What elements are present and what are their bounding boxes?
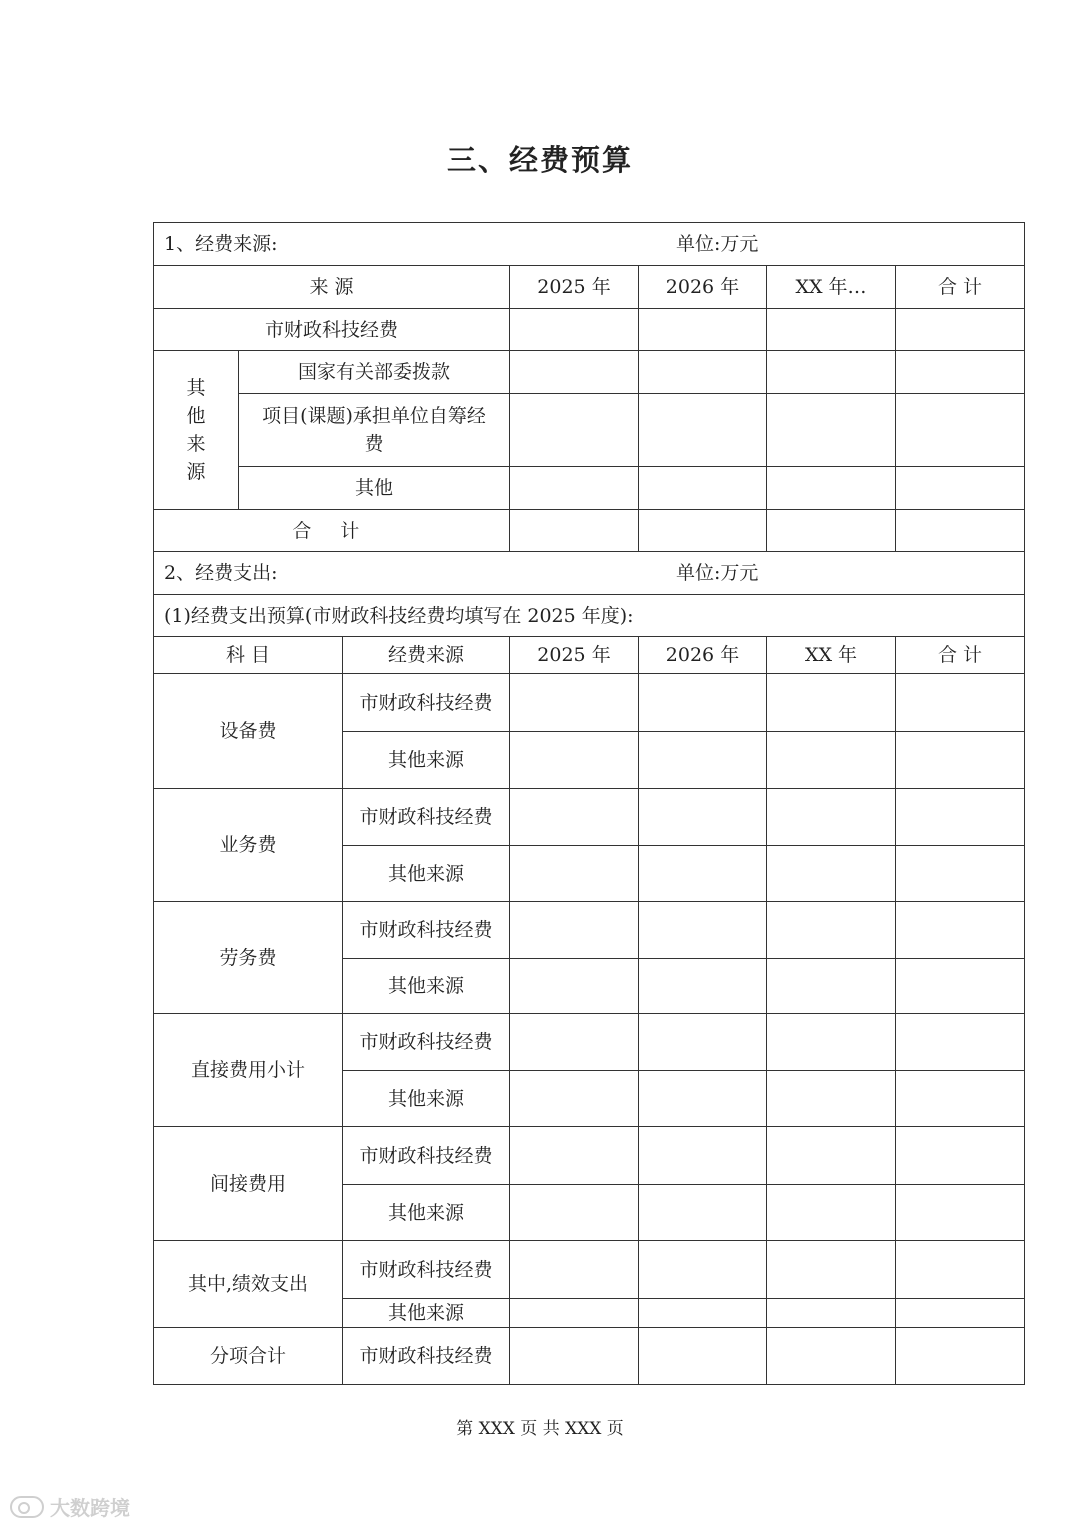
cell-empty[interactable] — [896, 510, 1025, 552]
cell-empty[interactable] — [510, 309, 639, 351]
cell-empty[interactable] — [767, 1299, 896, 1328]
cell-empty[interactable] — [896, 846, 1025, 902]
cell-empty[interactable] — [896, 351, 1025, 394]
cell-empty[interactable] — [510, 394, 639, 467]
cell-empty[interactable] — [639, 309, 767, 351]
cell-empty[interactable] — [767, 351, 896, 394]
page-footer: 第 XXX 页 共 XXX 页 — [456, 1419, 624, 1439]
cell-empty[interactable] — [896, 1127, 1025, 1185]
cell-empty[interactable] — [510, 789, 639, 846]
cell-empty[interactable] — [896, 309, 1025, 351]
watermark — [10, 1492, 130, 1521]
header-2025: 2025 年 — [510, 266, 639, 309]
section2-header — [154, 552, 1025, 595]
cell-empty[interactable] — [767, 902, 896, 959]
source-other: 其他来源 — [343, 732, 510, 789]
header-total: 合 计 — [896, 266, 1025, 309]
cell-empty[interactable] — [767, 394, 896, 467]
cell-empty[interactable] — [639, 510, 767, 552]
category-indirect: 间接费用 — [154, 1127, 343, 1241]
cell-empty[interactable] — [896, 1299, 1025, 1328]
other-source-group: 其他来源 — [154, 351, 239, 510]
cell-empty[interactable] — [510, 1299, 639, 1328]
cell-empty[interactable] — [639, 1185, 767, 1241]
cell-empty[interactable] — [510, 1328, 639, 1385]
header-total: 合 计 — [896, 637, 1025, 674]
cell-empty[interactable] — [510, 1241, 639, 1299]
cell-empty[interactable] — [639, 1014, 767, 1071]
cell-empty[interactable] — [896, 1014, 1025, 1071]
source-city: 市财政科技经费 — [343, 1014, 510, 1071]
source-city: 市财政科技经费 — [343, 902, 510, 959]
source-other: 其他来源 — [343, 1071, 510, 1127]
category-business: 业务费 — [154, 789, 343, 902]
category-performance: 其中,绩效支出 — [154, 1241, 343, 1328]
row-self-fund: 项目(课题)承担单位自筹经费 — [239, 394, 510, 467]
section2-subtitle: (1)经费支出预算(市财政科技经费均填写在 2025 年度): — [154, 595, 1025, 637]
header-xx: XX 年 — [767, 637, 896, 674]
budget-table — [153, 222, 1025, 1385]
cell-empty[interactable] — [767, 467, 896, 510]
cell-empty[interactable] — [639, 674, 767, 732]
section2-unit: 单位:万元 — [676, 562, 759, 584]
source-city: 市财政科技经费 — [343, 789, 510, 846]
cell-empty[interactable] — [639, 467, 767, 510]
cell-empty[interactable] — [896, 902, 1025, 959]
cell-empty[interactable] — [767, 1241, 896, 1299]
cell-empty[interactable] — [639, 959, 767, 1014]
source-other: 其他来源 — [343, 846, 510, 902]
cell-empty[interactable] — [896, 1071, 1025, 1127]
cell-empty[interactable] — [896, 789, 1025, 846]
header-2026: 2026 年 — [639, 637, 767, 674]
cell-empty[interactable] — [896, 1241, 1025, 1299]
cell-empty[interactable] — [896, 732, 1025, 789]
cell-empty[interactable] — [767, 846, 896, 902]
cell-empty[interactable] — [767, 789, 896, 846]
cell-empty[interactable] — [510, 732, 639, 789]
cell-empty[interactable] — [510, 510, 639, 552]
cell-empty[interactable] — [767, 1014, 896, 1071]
cell-empty[interactable] — [767, 1071, 896, 1127]
header-subject: 科 目 — [154, 637, 343, 674]
source-city: 市财政科技经费 — [343, 1241, 510, 1299]
cell-empty[interactable] — [767, 510, 896, 552]
category-item-total: 分项合计 — [154, 1328, 343, 1385]
source-other: 其他来源 — [343, 1299, 510, 1328]
row-city-fund: 市财政科技经费 — [154, 309, 510, 351]
cell-empty[interactable] — [767, 1127, 896, 1185]
cell-empty[interactable] — [639, 394, 767, 467]
cell-empty[interactable] — [639, 846, 767, 902]
source-other: 其他来源 — [343, 959, 510, 1014]
section1-label: 1、经费来源: — [164, 233, 278, 255]
cell-empty[interactable] — [639, 351, 767, 394]
header-source: 来 源 — [154, 266, 510, 309]
cell-empty[interactable] — [639, 1328, 767, 1385]
section2-label: 2、经费支出: — [164, 562, 278, 584]
section1-unit: 单位:万元 — [676, 233, 759, 255]
cell-empty[interactable] — [510, 467, 639, 510]
cell-empty[interactable] — [896, 959, 1025, 1014]
cell-empty[interactable] — [896, 394, 1025, 467]
header-xx: XX 年… — [767, 266, 896, 309]
cell-empty[interactable] — [767, 959, 896, 1014]
cell-empty[interactable] — [510, 351, 639, 394]
source-city: 市财政科技经费 — [343, 1127, 510, 1185]
cell-empty[interactable] — [767, 732, 896, 789]
header-fund-source: 经费来源 — [343, 637, 510, 674]
cell-empty[interactable] — [639, 1071, 767, 1127]
cell-empty[interactable] — [767, 674, 896, 732]
cell-empty[interactable] — [896, 1328, 1025, 1385]
watermark-text: 大数跨境 — [50, 1496, 130, 1520]
cell-empty[interactable] — [767, 1185, 896, 1241]
cell-empty[interactable] — [767, 309, 896, 351]
watermark-logo-icon — [10, 1496, 44, 1518]
cell-empty[interactable] — [510, 846, 639, 902]
cell-empty[interactable] — [510, 1014, 639, 1071]
cell-empty[interactable] — [510, 1185, 639, 1241]
category-direct-subtotal: 直接费用小计 — [154, 1014, 343, 1127]
cell-empty[interactable] — [510, 902, 639, 959]
row-total: 合 计 — [154, 510, 510, 552]
cell-empty[interactable] — [510, 674, 639, 732]
source-city: 市财政科技经费 — [343, 1328, 510, 1385]
cell-empty[interactable] — [896, 1185, 1025, 1241]
cell-empty[interactable] — [639, 1241, 767, 1299]
cell-empty[interactable] — [639, 1299, 767, 1328]
cell-empty[interactable] — [639, 732, 767, 789]
section1-header — [154, 223, 1025, 266]
category-labor: 劳务费 — [154, 902, 343, 1014]
header-2026: 2026 年 — [639, 266, 767, 309]
cell-empty[interactable] — [767, 1328, 896, 1385]
cell-empty[interactable] — [510, 1127, 639, 1185]
cell-empty[interactable] — [510, 1071, 639, 1127]
source-other: 其他来源 — [343, 1185, 510, 1241]
row-ministry-fund: 国家有关部委拨款 — [239, 351, 510, 394]
source-city: 市财政科技经费 — [343, 674, 510, 732]
header-2025: 2025 年 — [510, 637, 639, 674]
cell-empty[interactable] — [896, 674, 1025, 732]
cell-empty[interactable] — [896, 467, 1025, 510]
row-other: 其他 — [239, 467, 510, 510]
cell-empty[interactable] — [639, 1127, 767, 1185]
cell-empty[interactable] — [639, 902, 767, 959]
cell-empty[interactable] — [639, 789, 767, 846]
cell-empty[interactable] — [510, 959, 639, 1014]
page-title: 三、经费预算 — [446, 143, 633, 177]
category-equipment: 设备费 — [154, 674, 343, 789]
